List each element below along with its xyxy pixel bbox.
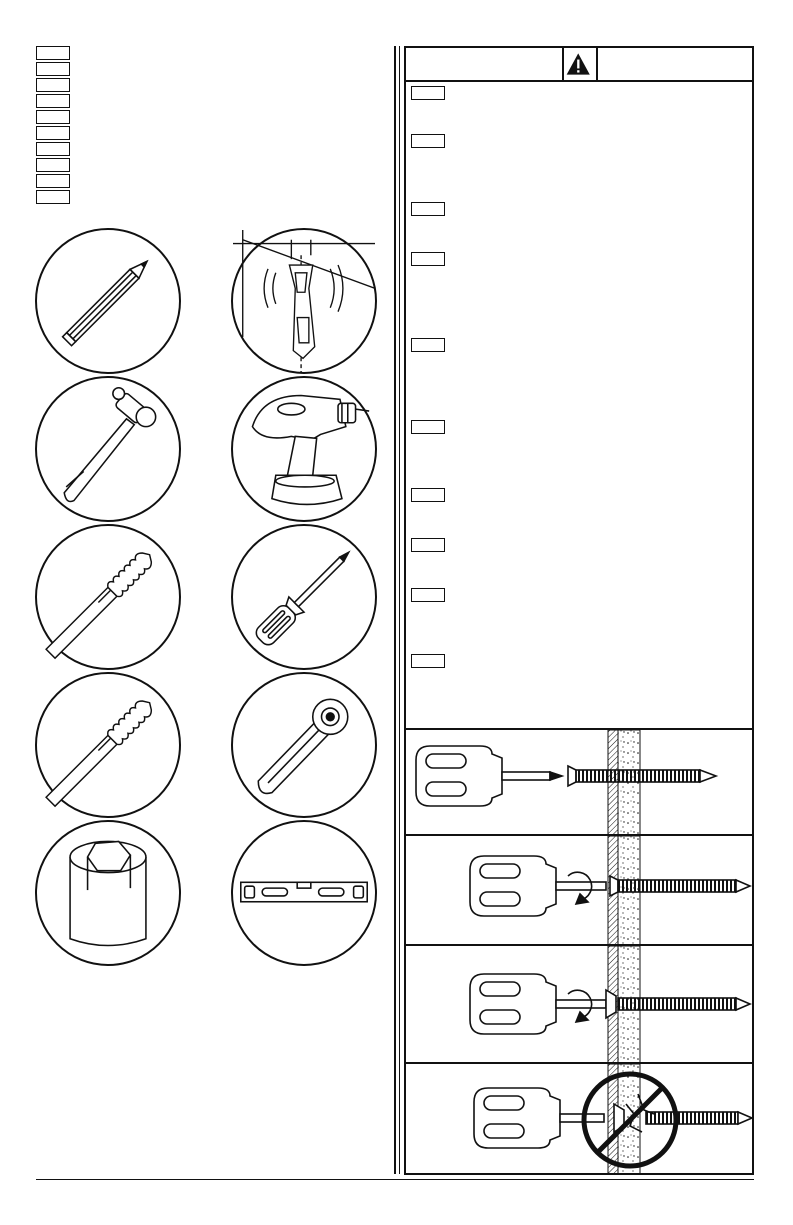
language-code-box — [36, 126, 70, 140]
language-code-box — [36, 94, 70, 108]
warning-step-box — [411, 86, 445, 100]
language-code-box — [36, 158, 70, 172]
wood-drill-bit-icon — [35, 672, 181, 818]
column-divider — [399, 46, 400, 1174]
warning-step-box — [411, 420, 445, 434]
language-code-box — [36, 174, 70, 188]
screw-diagram-overtightened-prohibited — [406, 1062, 752, 1175]
warning-step-box — [411, 488, 445, 502]
socket-wrench-icon — [231, 672, 377, 818]
screw-diagram-turning-flush — [406, 834, 752, 946]
power-drill-icon — [231, 376, 377, 522]
language-code-box — [36, 110, 70, 124]
masonry-drill-bit-icon — [35, 524, 181, 670]
language-code-box — [36, 62, 70, 76]
language-code-box — [36, 142, 70, 156]
warning-step-box — [411, 538, 445, 552]
screw-diagram-turning-snug — [406, 944, 752, 1064]
warning-step-box — [411, 588, 445, 602]
warning-step-box — [411, 202, 445, 216]
warning-step-box — [411, 252, 445, 266]
socket-icon — [35, 820, 181, 966]
hammer-icon — [35, 376, 181, 522]
footer-rule — [36, 1179, 754, 1180]
screwdriver-icon — [231, 524, 377, 670]
warning-triangle-icon — [562, 48, 598, 80]
stud-finder-icon — [231, 228, 377, 374]
warning-header — [406, 48, 752, 82]
language-code-box — [36, 78, 70, 92]
warnings-panel — [404, 46, 754, 1175]
language-code-box — [36, 46, 70, 60]
pencil-icon — [35, 228, 181, 374]
column-divider — [394, 46, 396, 1174]
language-code-box — [36, 190, 70, 204]
warning-step-box — [411, 654, 445, 668]
warning-step-box — [411, 338, 445, 352]
warning-step-box — [411, 134, 445, 148]
level-icon — [231, 820, 377, 966]
screw-diagram-aligned — [406, 728, 752, 836]
